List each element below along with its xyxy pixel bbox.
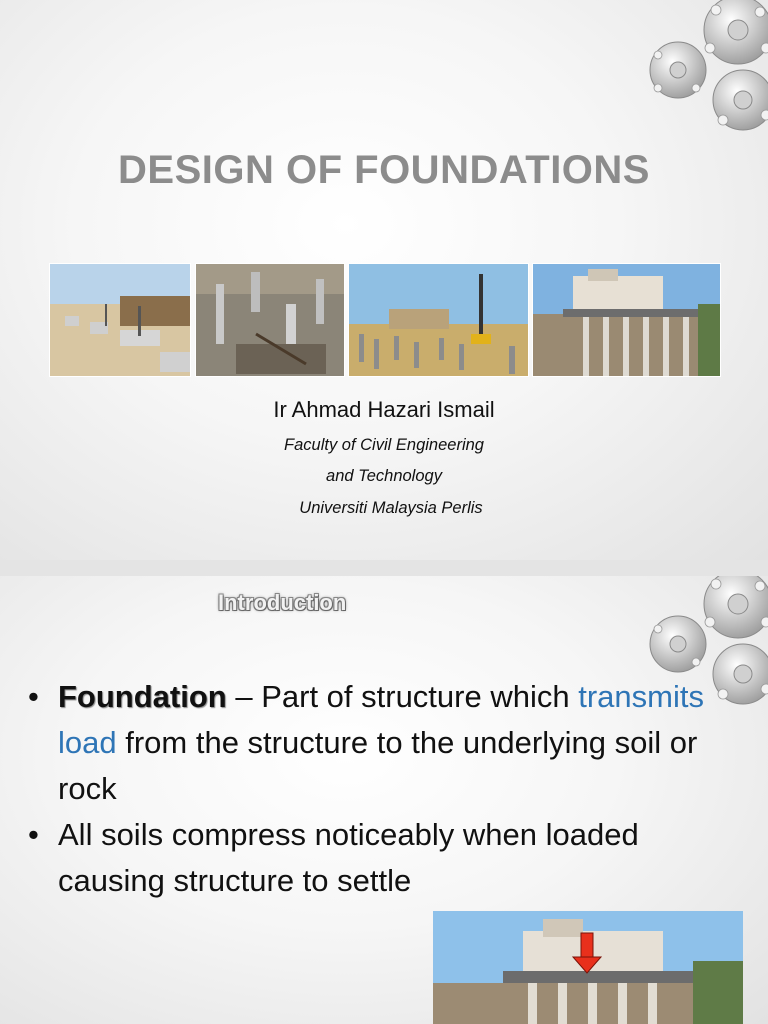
- affiliation-line-1: Faculty of Civil Engineering: [284, 436, 484, 454]
- bullet1-text-b: from the structure to the underlying soil or rock: [58, 725, 698, 806]
- pile-cap-site-photo: [49, 263, 191, 377]
- foundation-term: Foundation: [58, 679, 227, 714]
- gears-decoration-icon: [628, 0, 768, 140]
- affiliation-line-3: Universiti Malaysia Perlis: [299, 499, 483, 517]
- excavated-piles-photo: [195, 263, 345, 377]
- building-settlement-photo: [433, 911, 743, 1024]
- bullet1-text-a: – Part of structure which: [226, 679, 579, 714]
- bullet2-text: All soils compress noticeably when loaded causing structure to settle: [58, 817, 639, 898]
- slide-heading: Introduction: [218, 590, 347, 615]
- bullet-soils-compress: [26, 812, 746, 904]
- slide-title: DESIGN OF FOUNDATIONS: [118, 148, 650, 192]
- slide-separator: [0, 560, 768, 576]
- transmits-load-highlight: transmits load: [58, 679, 704, 760]
- cliff-house-on-columns-photo: [532, 263, 721, 377]
- author-name: Ir Ahmad Hazari Ismail: [273, 397, 495, 422]
- bullet-foundation: [26, 674, 746, 812]
- introduction-slide: [0, 576, 768, 1024]
- affiliation-line-2: and Technology: [326, 467, 442, 485]
- photo-strip: [49, 263, 721, 377]
- bullet-list: [26, 674, 746, 904]
- piling-rig-site-photo: [348, 263, 529, 377]
